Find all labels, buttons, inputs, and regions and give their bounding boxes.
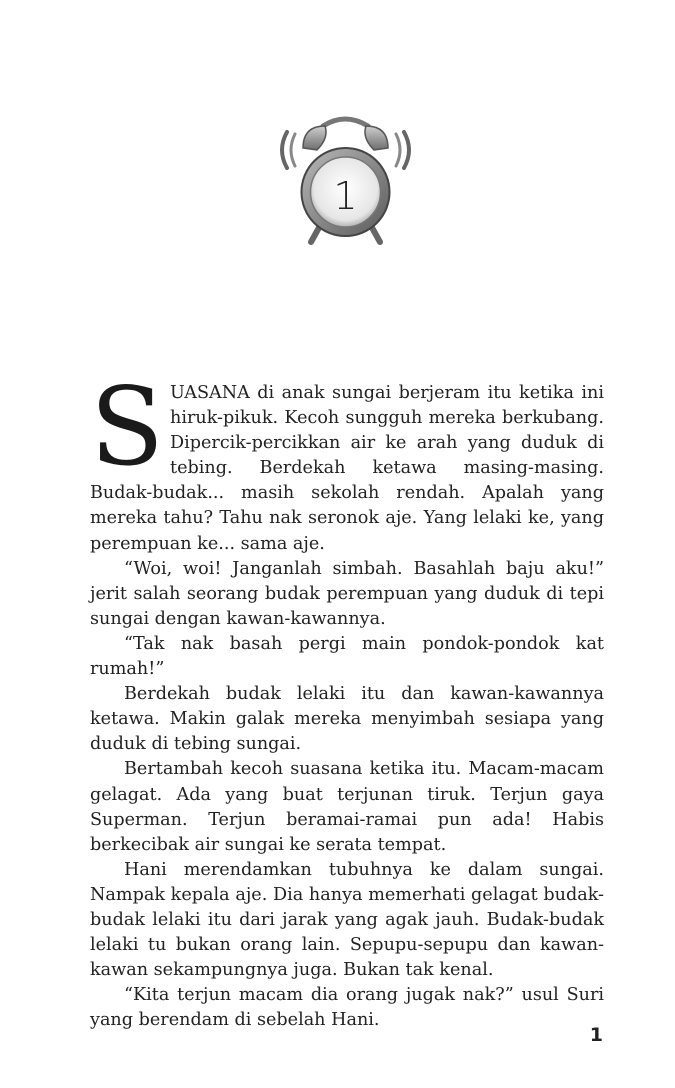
paragraph-7: “Kita terjun macam dia orang jugak nak?” usul Suri yang berendam di sebelah Hani. — [90, 985, 604, 1031]
body-text — [90, 365, 604, 1033]
paragraph-1-text: UASANA di anak sungai berjeram itu ketika ini hiruk-pikuk. Kecoh sungguh mereka berkubang. Dipercik-percikkan air ke arah yang duduk di tebing. Berdekah ketawa masing-masing. Budak-budak... masih sekolah rendah. Apalah yang mereka tahu? Tahu nak seronok aje. Yang lelaki ke, yang perempuan ke... sama aje. — [90, 383, 604, 554]
paragraph-6: Hani merendamkan tubuhnya ke dalam sungai. Nampak kepala aje. Dia hanya memerhati gelagat budak-budak lelaki itu dari jarak yang agak jauh. Budak-budak lelaki tu bukan orang lain. Sepupu-sepupu dan kawan-kawan sekampungnya juga. Bukan tak kenal. — [90, 859, 604, 981]
drop-cap: S — [90, 365, 164, 490]
paragraph-5: Bertambah kecoh suasana ketika itu. Macam-macam gelagat. Ada yang buat terjunan tiruk. Terjun gaya Superman. Terjun beramai-ramai pun ada! Habis berkecibak air sungai ke serata tempat. — [90, 759, 604, 855]
paragraph-4: Berdekah budak lelaki itu dan kawan-kawannya ketawa. Makin galak mereka menyimbah sesiapa yang duduk di tebing sungai. — [90, 684, 604, 755]
paragraph-3: “Tak nak basah pergi main pondok-pondok kat rumah!” — [90, 633, 604, 680]
chapter-number: 1 — [333, 174, 358, 218]
chapter-header — [273, 112, 418, 252]
paragraph-1 — [90, 365, 604, 557]
paragraph-2: “Woi, woi! Janganlah simbah. Basahlah baju aku!” jerit salah seorang budak perempuan yang duduk di tepi sungai dengan kawan-kawannya. — [90, 558, 604, 629]
page-number: 1 — [589, 1024, 603, 1046]
